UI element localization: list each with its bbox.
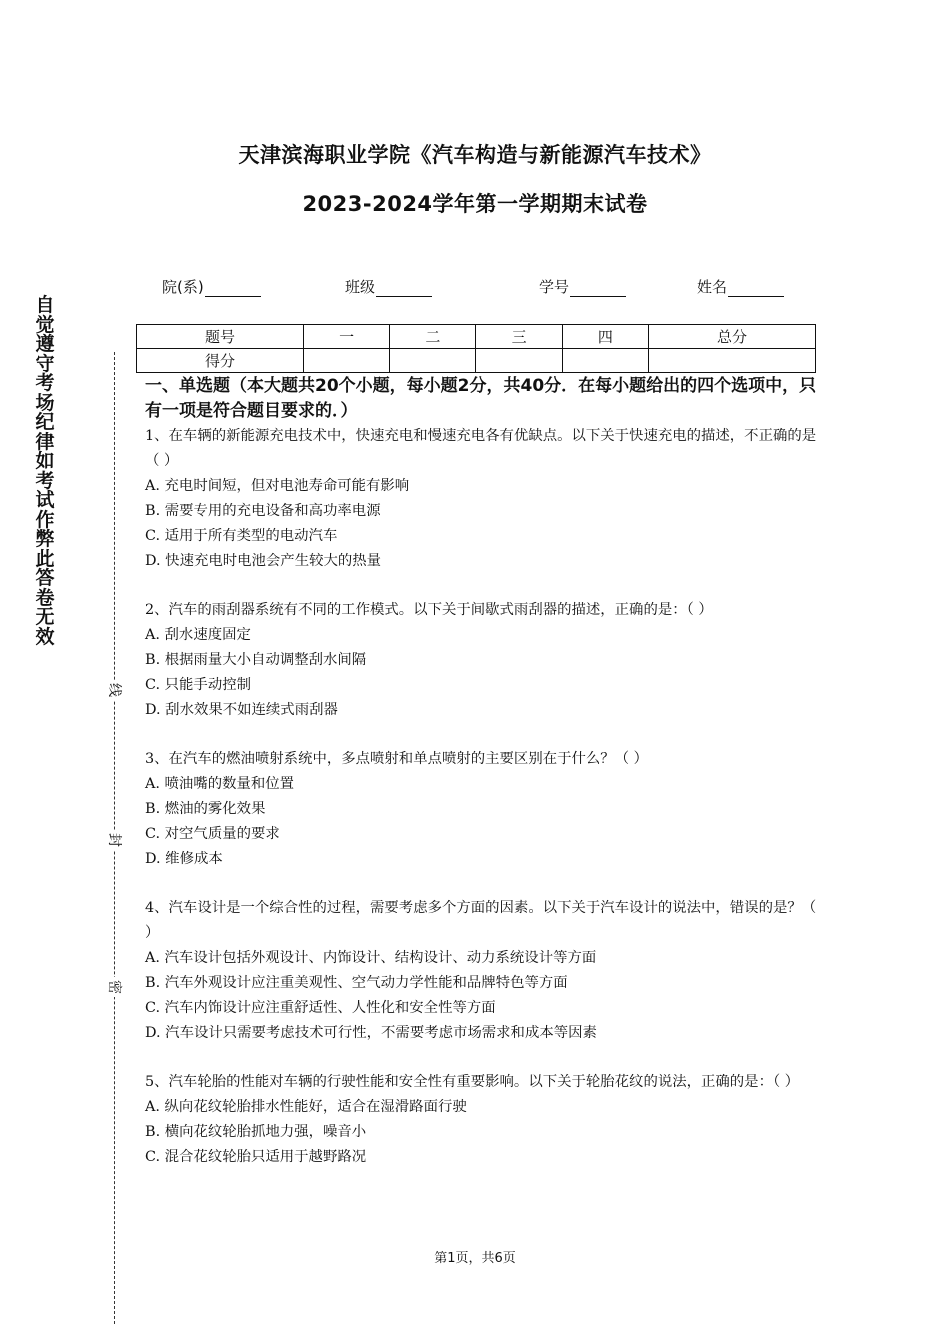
name-label: 姓名 bbox=[697, 278, 728, 296]
option-a[interactable]: A. 充电时间短，但对电池寿命可能有影响 bbox=[145, 478, 410, 494]
name-field[interactable] bbox=[697, 276, 784, 297]
question bbox=[145, 747, 817, 872]
student-id-label: 学号 bbox=[539, 278, 570, 296]
class-field[interactable] bbox=[345, 276, 432, 297]
student-id-field[interactable] bbox=[539, 276, 626, 297]
exam-discipline-notice: 自觉遵守考场纪律如考试作弊此答卷无效 bbox=[35, 294, 55, 648]
seal-line-char: 线 bbox=[105, 680, 125, 700]
score-cell-total[interactable] bbox=[648, 349, 815, 373]
option-a[interactable]: A. 喷油嘴的数量和位置 bbox=[145, 776, 295, 792]
exam-title-line1: 天津滨海职业学院《汽车构造与新能源汽车技术》 bbox=[238, 143, 712, 167]
question bbox=[145, 1070, 817, 1170]
page-number: 第1页，共6页 bbox=[434, 1251, 516, 1266]
question-stem: 1、在车辆的新能源充电技术中，快速充电和慢速充电各有优缺点。以下关于快速充电的描述，不正确的是（ ） bbox=[145, 428, 817, 469]
department-field[interactable] bbox=[162, 276, 261, 297]
score-header-cell: 三 bbox=[476, 325, 562, 349]
score-table bbox=[136, 324, 816, 373]
department-label: 院(系) bbox=[162, 278, 204, 296]
option-d[interactable]: D. 快速充电时电池会产生较大的热量 bbox=[145, 553, 382, 569]
option-c[interactable]: C. 对空气质量的要求 bbox=[145, 826, 280, 842]
department-blank[interactable] bbox=[205, 279, 261, 297]
option-b[interactable]: B. 燃油的雾化效果 bbox=[145, 801, 266, 817]
exam-title-line2: 2023-2024学年第一学期期末试卷 bbox=[302, 192, 648, 216]
score-header-cell: 四 bbox=[562, 325, 648, 349]
question bbox=[145, 424, 817, 574]
option-b[interactable]: B. 需要专用的充电设备和高功率电源 bbox=[145, 503, 381, 519]
score-cell-1[interactable] bbox=[304, 349, 390, 373]
question-stem: 4、汽车设计是一个综合性的过程，需要考虑多个方面的因素。以下关于汽车设计的说法中，错误的是？（ ） bbox=[145, 900, 817, 941]
option-d[interactable]: D. 汽车设计只需要考虑技术可行性，不需要考虑市场需求和成本等因素 bbox=[145, 1025, 597, 1041]
question bbox=[145, 896, 817, 1046]
student-id-blank[interactable] bbox=[570, 279, 626, 297]
question bbox=[145, 598, 817, 723]
class-blank[interactable] bbox=[376, 279, 432, 297]
score-row-label: 得分 bbox=[137, 349, 304, 373]
question-stem: 3、在汽车的燃油喷射系统中，多点喷射和单点喷射的主要区别在于什么？（ ） bbox=[145, 751, 649, 767]
seal-seal-char: 封 bbox=[105, 830, 125, 850]
score-table-score-row bbox=[137, 349, 816, 373]
option-a[interactable]: A. 纵向花纹轮胎排水性能好，适合在湿滑路面行驶 bbox=[145, 1099, 467, 1115]
section-heading: 一、单选题（本大题共20个小题，每小题2分，共40分．在每小题给出的四个选项中，只有一项是符合题目要求的．） bbox=[145, 376, 817, 421]
option-c[interactable]: C. 只能手动控制 bbox=[145, 677, 251, 693]
score-cell-3[interactable] bbox=[476, 349, 562, 373]
seal-secret-char: 密 bbox=[105, 977, 125, 997]
score-cell-2[interactable] bbox=[390, 349, 476, 373]
option-c[interactable]: C. 汽车内饰设计应注重舒适性、人性化和安全性等方面 bbox=[145, 1000, 496, 1016]
student-info-row bbox=[0, 276, 950, 300]
score-header-cell: 总分 bbox=[648, 325, 815, 349]
score-cell-4[interactable] bbox=[562, 349, 648, 373]
score-header-cell: 一 bbox=[304, 325, 390, 349]
score-header-cell: 二 bbox=[390, 325, 476, 349]
option-d[interactable]: D. 维修成本 bbox=[145, 851, 223, 867]
option-a[interactable]: A. 汽车设计包括外观设计、内饰设计、结构设计、动力系统设计等方面 bbox=[145, 950, 597, 966]
option-d[interactable]: D. 刮水效果不如连续式雨刮器 bbox=[145, 702, 338, 718]
option-b[interactable]: B. 汽车外观设计应注重美观性、空气动力学性能和品牌特色等方面 bbox=[145, 975, 568, 991]
option-c[interactable]: C. 混合花纹轮胎只适用于越野路况 bbox=[145, 1149, 367, 1165]
question-stem: 2、汽车的雨刮器系统有不同的工作模式。以下关于间歇式雨刮器的描述，正确的是：（ ） bbox=[145, 602, 713, 618]
option-b[interactable]: B. 根据雨量大小自动调整刮水间隔 bbox=[145, 652, 367, 668]
question-stem: 5、汽车轮胎的性能对车辆的行驶性能和安全性有重要影响。以下关于轮胎花纹的说法，正确的是：（ ） bbox=[145, 1074, 800, 1090]
name-blank[interactable] bbox=[728, 279, 784, 297]
exam-content bbox=[145, 374, 817, 1170]
option-a[interactable]: A. 刮水速度固定 bbox=[145, 627, 251, 643]
score-table-header-row bbox=[137, 325, 816, 349]
class-label: 班级 bbox=[345, 278, 376, 296]
option-b[interactable]: B. 横向花纹轮胎抓地力强，噪音小 bbox=[145, 1124, 367, 1140]
option-c[interactable]: C. 适用于所有类型的电动汽车 bbox=[145, 528, 338, 544]
score-header-cell: 题号 bbox=[137, 325, 304, 349]
